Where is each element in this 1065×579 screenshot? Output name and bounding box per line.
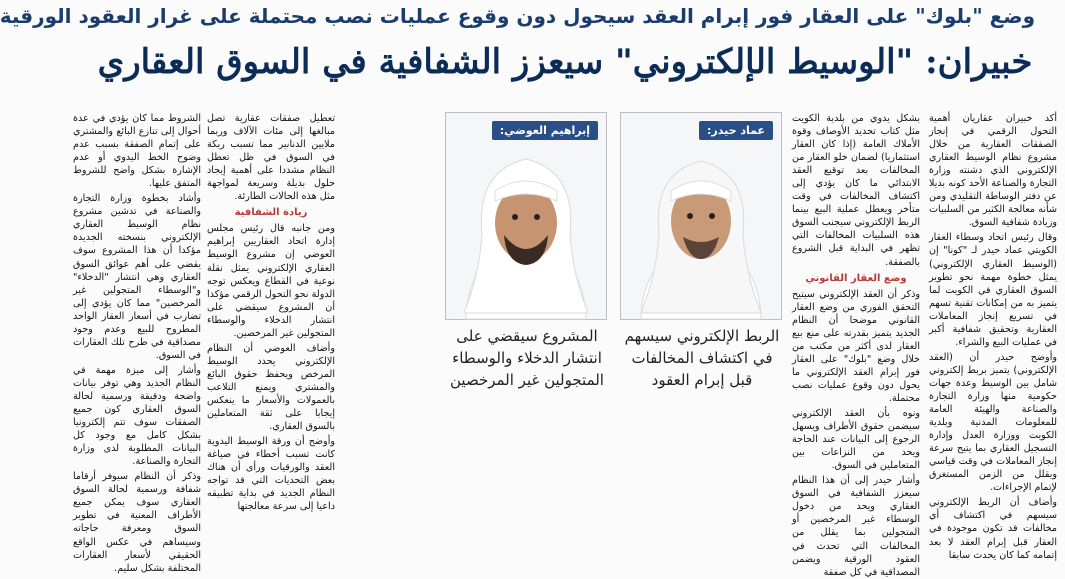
expert-name-tag: إبراهيم العوضي: <box>492 121 598 140</box>
expert-name-tag: عماد حيدر: <box>699 121 773 140</box>
paragraph: وأضاف العوضي أن النظام الإلكتروني يحدد الوسيط المرخص ويحفظ حقوق البائع والمشتري ويمنع التلاعب بالعمولات والأسعار ما ينعكس إيجابا على ثقة المتعاملين بالسوق العقاري. <box>207 342 335 433</box>
paragraph: وأشار إلى ميزة مهمة في النظام الجديد وهي توفر بيانات واضحة ودقيقة ورسمية لحالة السوق العقاري كون جميع الصفقات سوف تتم إلكترونيا بشكل كامل مع وجود كل البيانات المطلوبة لدى وزارة التجارة والصناعة. <box>73 364 201 468</box>
subhead-legal-status: وضع العقار القانوني <box>805 272 907 284</box>
paragraph: وأشاد بخطوة وزارة التجارة والصناعة في تدشين مشروع نظام الوسيط العقاري الإلكتروني بنسخته الجديدة مؤكدا أن هذا المشروع سوف يقضي على أهم عوائق السوق العقاري وهي انتشار "الدخلاء" و"الوسطاء المتجولين غير المرخصين" مما كان يؤدي إلى تضارب في أسعار العقار الواحد المطروح للبيع وعدم وجود مصداقية في طرح تلك العقارات في السوق. <box>73 193 201 361</box>
paragraph: وأوضح حيدر أن (العقد الإلكتروني) يتميز بربط إلكتروني شامل بين الوسيط وعدة جهات حكومية منها وزارة التجارة والصناعة والهيئة العامة للمعلومات المدنية وبلدية الكويت ووزارة العدل وإدارة التسجيل العقاري بما يتيح سرعة إنجاز المعاملات في وقت قياسي ويقلل من الزمن المستغرق لإتمام الإجراءات. <box>929 351 1057 494</box>
paragraph: بشكل يدوي من بلدية الكويت مثل كتاب تحديد الأوصاف وقوة الأملاك العامة (إذا كان العقار استثماريا) لضمان خلو العقار من المخالفات بعد توقيع العقد الابتدائي ما كان يؤدي إلى اكتشاف المخالفات في وقت متأخر ويعطل عملية البيع بينما الربط الإلكتروني سيجنب السوق هذه السلبيات المخالفات التي تظهر في البداية قبل الشروع بالصفقة. <box>792 113 920 268</box>
paragraph: ونوه بأن العقد الإلكتروني سيضمن حقوق الأطراف ويسهل الرجوع إلى البيانات عند الحاجة ويحد من النزاعات بين المتعاملين في السوق. <box>792 408 920 472</box>
subhead-transparency: زيادة الشفافية <box>234 207 308 219</box>
paragraph: أكد خبيران عقاريان أهمية التحول الرقمي في إنجاز الصفقات العقارية من خلال مشروع نظام الوسيط العقاري الإلكتروني الذي دشنته وزارة التجارة والصناعة الأحد كونه بديلا عن دفتر الوساطة التقليدي ومن شأنه معالجة الكثير من السلبيات وزيادة شفافية السوق. <box>929 113 1057 229</box>
article-column-1 <box>929 112 1057 561</box>
portrait-illustration <box>446 113 606 319</box>
paragraph: وأشار حيدر إلى أن هذا النظام سيعزز الشفافية في السوق العقاري ويحد من دخول الوسطاء غير المرخصين أو المتجولين بما يقلل من المخالفات التي تحدث في العقود الورقية ويضمن المصداقية في كل صفقة <box>792 475 920 578</box>
paragraph: وأضاف أن الربط الإلكتروني سيسهم في اكتشاف أي مخالفات قد تكون موجودة في العقار قبل إبرام العقد لا بعد إتمامه كما كان يحدث سابقا <box>929 497 1057 561</box>
expert-photo-awadhi <box>445 112 607 320</box>
pull-quote-awadhi: المشروع سيقضي على انتشار الدخلاء والوسطاء المتجولين غير المرخصين <box>450 327 604 389</box>
paragraph: وذكر أن العقد الإلكتروني سيتيح التحقق الفوري من وضع العقار القانوني موضحا أن النظام الجديد يتميز بقدرته على منع بيع العقار لدى أكثر من مكتب من خلال وضع "بلوك" على العقار فور إبرام العقد الإلكتروني ما يحول دون وقوع عمليات نصب محتملة. <box>792 288 920 404</box>
paragraph: وقال رئيس اتحاد وسطاء العقار الكويتي عماد حيدر لـ "كونا" إن (الوسيط العقاري الإلكتروني) يمثل خطوة مهمة نحو تطوير السوق العقاري في الكويت لما يتميز به من إمكانات تقنية تسهم في تسريع إنجاز المعاملات العقارية وتحقيق شفافية أكبر في عمليات البيع والشراء. <box>929 232 1057 348</box>
pull-quote-haidar: الربط الإلكتروني سيسهم في اكتشاف المخالفات قبل إبرام العقود <box>624 327 780 389</box>
paragraph: وذكر أن النظام سيوفر أرقاما شفافة ورسمية لحالة السوق العقاري سوف يمكن جميع الأطراف المعنية في تطوير السوق ومعرفة حاجاته وسيساهم في عكس الواقع الحقيقي لأسعار العقارات المختلفة بشكل سليم. <box>73 471 201 574</box>
article-headline: خبيران: "الوسيط الإلكتروني" سيعزز الشفافية في السوق العقاري <box>97 42 1033 82</box>
paragraph: وأوضح أن ورقة الوسيط اليدوية كانت تسبب أخطاء في صياغة العقد والورقيات ورأى أن هناك بعض التحديات التي قد تواجه النظام الجديد في بداية تطبيقه داعيا إلى سرعة معالجتها <box>207 436 335 513</box>
paragraph: الشروط مما كان يؤدي في عدة أحوال إلى تنازع البائع والمشتري على إتمام الصفقة بسبب عدم وضوح الخط اليدوي أو عدم الإشارة بشكل واضح للشروط المتفق عليها. <box>73 113 201 190</box>
expert-photo-haidar <box>620 112 782 320</box>
article-column-2 <box>792 112 920 578</box>
paragraph: تعطيل صفقات عقارية تصل مبالغها إلى مئات الآلاف وربما ملايين الدنانير مما تسبب ربكة في السوق في ظل تعطل النظام مشددا على أهمية إيجاد حلول بديلة وسريعة لمواجهة مثل هذه الحالات الطارئة. <box>207 113 335 203</box>
article-column-4 <box>73 112 201 574</box>
portrait-illustration <box>621 113 781 319</box>
article-column-3 <box>207 112 335 513</box>
article-kicker: وضع "بلوك" على العقار فور إبرام العقد سيحول دون وقوع عمليات نصب محتملة على غرار العقود الورقية <box>0 4 1035 28</box>
paragraph: ومن جانبه قال رئيس مجلس إدارة اتحاد العقاريين إبراهيم العوضي إن مشروع الوسيط العقاري الإلكتروني يمثل نقلة نوعية في القطاع ويعكس توجه الدولة نحو التحول الرقمي مؤكدا أن المشروع سيقضي على انتشار الدخلاء والوسطاء المتجولين غير المرخصين. <box>207 223 335 339</box>
